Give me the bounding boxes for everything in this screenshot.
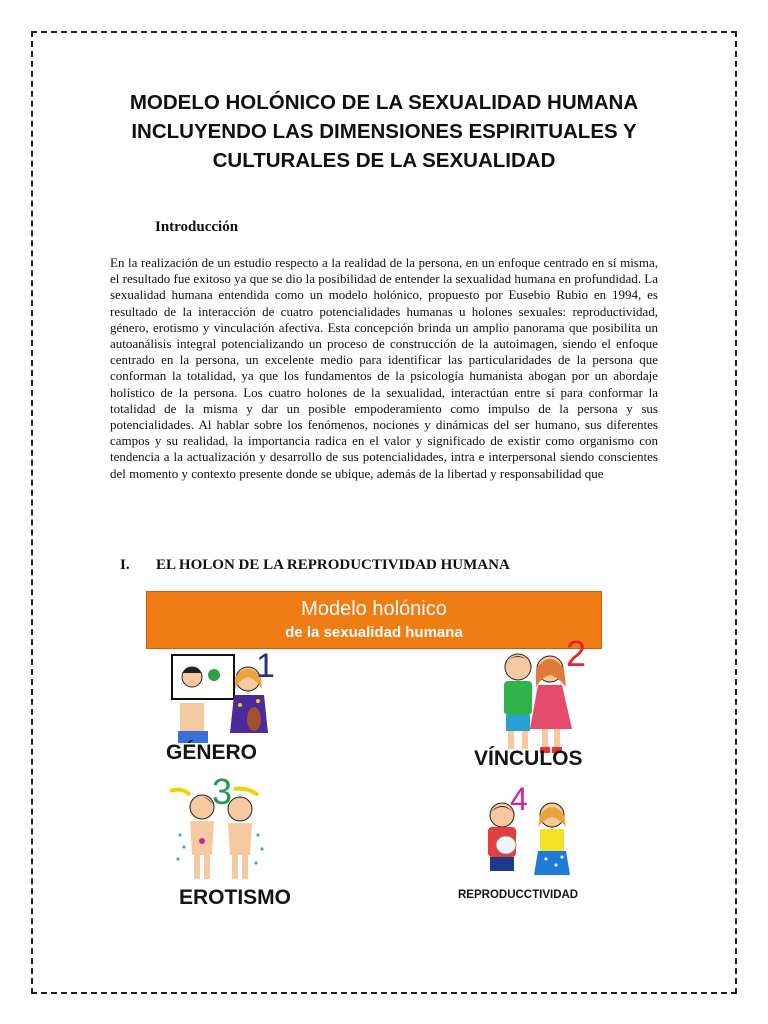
quadrant-1-label: GÉNERO (166, 741, 258, 764)
banner-subtitle: de la sexualidad humana (285, 624, 463, 641)
figure-banner (146, 591, 602, 649)
quadrant-4-label: REPRODUCCTIVIDAD (458, 889, 579, 901)
section-number: I. (120, 557, 130, 573)
section-heading (120, 557, 510, 574)
quadrant-3-number: 3 (212, 771, 233, 812)
intro-paragraph: En la realización de un estudio respecto a la realidad de la persona, en un enfoque centrado en sí misma, el resultado fue exitoso ya que se dio la posibilidad de entender la sexualidad humana en profundidad. La sexualidad humana entendida como un modelo holónico, propuesto por Eusebio Rubio en 1994, es resultado de la interacción de cuatro potencialidades humanas u holones sexuales: reproductividad, género, erotismo y vinculación afectiva. Esta concepción brinda un amplio panorama que posibilita un autoanálisis integral potencializando un proceso de construcción de la autoimagen, siendo el enfoque centrado en la persona, un excelente medio para identificar las particularidades de la persona que conforman la totalidad, ya que los fundamentos de la psicología humanista abogan por un abordaje holístico de la persona. Los cuatro holones de la sexualidad, interactúan entre sí para conformar la totalidad de la misma y dar un posible empoderamiento como impulso de la persona y sus potencialidades. Al hablar sobre los fenómenos, nociones y dinámicas del ser humano, sus diferentes campos y su realidad, la importancia radica en el valor y significado de existir como organismo con tendencia a la actualización y desarrollo de sus potencialidades, intra e interpersonal siendo conscientes del momento y contexto presente donde se ubique, además de la libertad y responsabilidad que (110, 255, 658, 481)
holonic-model-figure (146, 591, 602, 921)
section-title: EL HOLON DE LA REPRODUCTIVIDAD HUMANA (156, 557, 510, 573)
quadrant-2-label: VÍNCULOS (474, 747, 583, 770)
banner-title: Modelo holónico (301, 598, 447, 620)
intro-heading: Introducción (155, 219, 239, 235)
quadrant-2-number: 2 (566, 633, 587, 674)
children-with-doll-illustration (476, 801, 580, 887)
quadrant-4-number: 4 (510, 781, 528, 817)
quadrant-1-number: 1 (256, 647, 275, 685)
quadrant-3-label: EROTISMO (179, 886, 292, 909)
document-title: MODELO HOLÓNICO DE LA SEXUALIDAD HUMANA INCLUYENDO LAS DIMENSIONES ESPIRITUALES Y CULTURALES DE LA SEXUALIDAD (129, 91, 639, 172)
